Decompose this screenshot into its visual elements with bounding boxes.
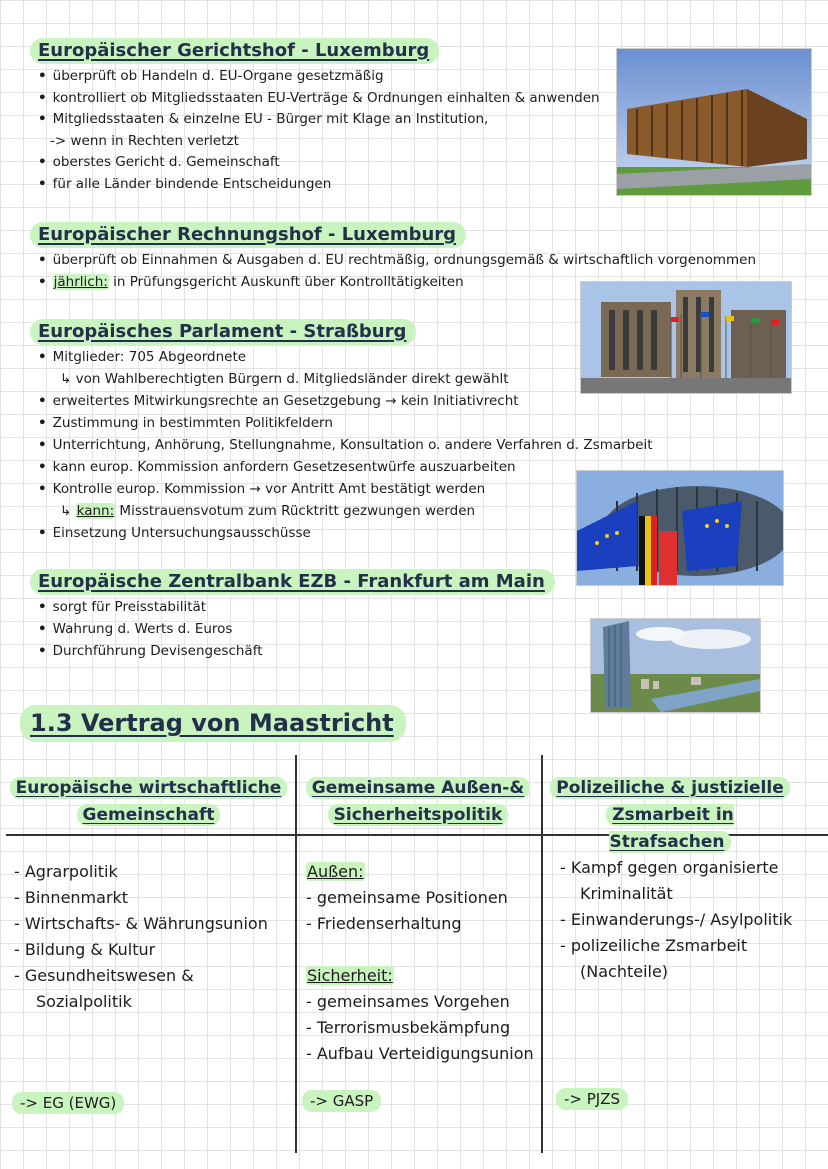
list-item: • Zustimmung in bestimmten Politikfeldern — [38, 414, 333, 432]
list-item-text: von Wahlberechtigten Bürgern d. Mitgliedsländer direkt gewählt — [75, 371, 509, 387]
list-item: • sorgt für Preisstabilität — [38, 598, 206, 616]
list-item-text: in Prüfungsgericht Auskunft über Kontrolltätigkeiten — [113, 274, 464, 290]
section-title-parlament: Europäisches Parlament - Straßburg — [30, 319, 416, 345]
column-header-line: Zsmarbeit in Strafsachen — [606, 804, 734, 853]
maastricht-heading: 1.3 Vertrag von Maastricht — [20, 705, 406, 742]
list-item: - Friedenserhaltung — [306, 914, 462, 933]
list-item: (Nachteile) — [580, 962, 669, 981]
subheading-text: Sicherheit: — [307, 966, 393, 985]
section-title-rechnungshof: Europäischer Rechnungshof - Luxemburg — [30, 222, 466, 248]
list-item: • Einsetzung Untersuchungsausschüsse — [38, 524, 311, 542]
list-item-sub — [60, 502, 475, 520]
column-header-pjzs — [545, 775, 795, 856]
list-item: - Bildung & Kultur — [14, 940, 156, 959]
column-header-gasp — [299, 775, 537, 829]
table-column-divider-1 — [295, 755, 297, 1153]
list-item: • Wahrung d. Werts d. Euros — [38, 620, 232, 638]
sub-arrow-icon: ↳ — [60, 371, 76, 387]
table-column-divider-2 — [541, 755, 543, 1153]
result-pjzs: -> PJZS — [556, 1088, 628, 1110]
subheading-aussen — [306, 859, 365, 885]
list-item: - Gesundheitswesen & — [14, 966, 194, 985]
list-item: • Kontrolle europ. Kommission → vor Antritt Amt bestätigt werden — [38, 480, 485, 498]
list-item: • oberstes Gericht d. Gemeinschaft — [38, 153, 280, 171]
list-item: - Terrorismusbekämpfung — [306, 1018, 511, 1037]
ecb-frankfurt-photo — [590, 618, 761, 713]
section-title-ezb: Europäische Zentralbank EZB - Frankfurt am Main — [30, 569, 555, 595]
section-title-gerichtshof: Europäischer Gerichtshof - Luxemburg — [30, 38, 439, 64]
list-item: • überprüft ob Handeln d. EU-Organe gesetzmäßig — [38, 67, 384, 85]
list-item: - Binnenmarkt — [14, 888, 129, 907]
column-header-ewg — [6, 775, 291, 829]
column-header-line: Polizeiliche & justizielle — [550, 777, 790, 799]
list-item: Kriminalität — [580, 884, 673, 903]
list-item-sub — [60, 370, 509, 388]
court-building-photo — [616, 48, 812, 196]
highlight-kann: kann: — [76, 503, 115, 519]
list-item: • erweitertes Mitwirkungsrechte an Gesetzgebung → kein Initiativrecht — [38, 392, 519, 410]
list-item: Sozialpolitik — [36, 992, 132, 1011]
highlight-jaehrlich: jährlich: — [53, 274, 108, 290]
list-item-text: Misstrauensvotum zum Rücktritt gezwungen werden — [119, 503, 476, 519]
list-item: • kann europ. Kommission anfordern Gesetzesentwürfe auszuarbeiten — [38, 458, 516, 476]
list-item: - Einwanderungs-/ Asylpolitik — [560, 910, 793, 929]
arrow-note: -> wenn in Rechten verletzt — [50, 133, 239, 149]
result-ewg: -> EG (EWG) — [12, 1092, 124, 1114]
list-item: - gemeinsames Vorgehen — [306, 992, 510, 1011]
list-item: • Mitglieder: 705 Abgeordnete — [38, 348, 246, 366]
list-item: • Durchführung Devisengeschäft — [38, 642, 263, 660]
list-item: - Kampf gegen organisierte — [560, 858, 779, 877]
sub-arrow-icon: ↳ — [60, 503, 76, 519]
column-header-line: Europäische wirtschaftliche — [10, 777, 288, 799]
subheading-sicherheit — [306, 963, 394, 989]
list-item: • Unterrichtung, Anhörung, Stellungnahme, Konsultation o. andere Verfahren d. Zsmarbeit — [38, 436, 653, 454]
subheading-text: Außen: — [307, 862, 364, 881]
list-item — [38, 273, 464, 291]
list-item: - Wirtschafts- & Währungsunion — [14, 914, 268, 933]
column-header-line: Gemeinsame Außen-& — [306, 777, 530, 799]
list-item: • für alle Länder bindende Entscheidungen — [38, 175, 331, 193]
list-item: - Agrarpolitik — [14, 862, 118, 881]
column-header-line: Sicherheitspolitik — [328, 804, 509, 826]
audit-building-photo — [580, 281, 792, 394]
result-gasp: -> GASP — [302, 1090, 381, 1112]
parliament-flags-photo — [576, 470, 784, 586]
list-item: - polizeiliche Zsmarbeit — [560, 936, 748, 955]
list-item: - gemeinsame Positionen — [306, 888, 508, 907]
list-item: • Mitgliedsstaaten & einzelne EU - Bürger mit Klage an Institution, — [38, 110, 488, 128]
list-item: - Aufbau Verteidigungsunion — [306, 1044, 534, 1063]
list-item-sub — [50, 132, 239, 150]
list-item: • überprüft ob Einnahmen & Ausgaben d. EU rechtmäßig, ordnungsgemäß & wirtschaftlich vorgenommen — [38, 251, 756, 269]
list-item: • kontrolliert ob Mitgliedsstaaten EU-Verträge & Ordnungen einhalten & anwenden — [38, 89, 600, 107]
column-header-line: Gemeinschaft — [77, 804, 221, 826]
